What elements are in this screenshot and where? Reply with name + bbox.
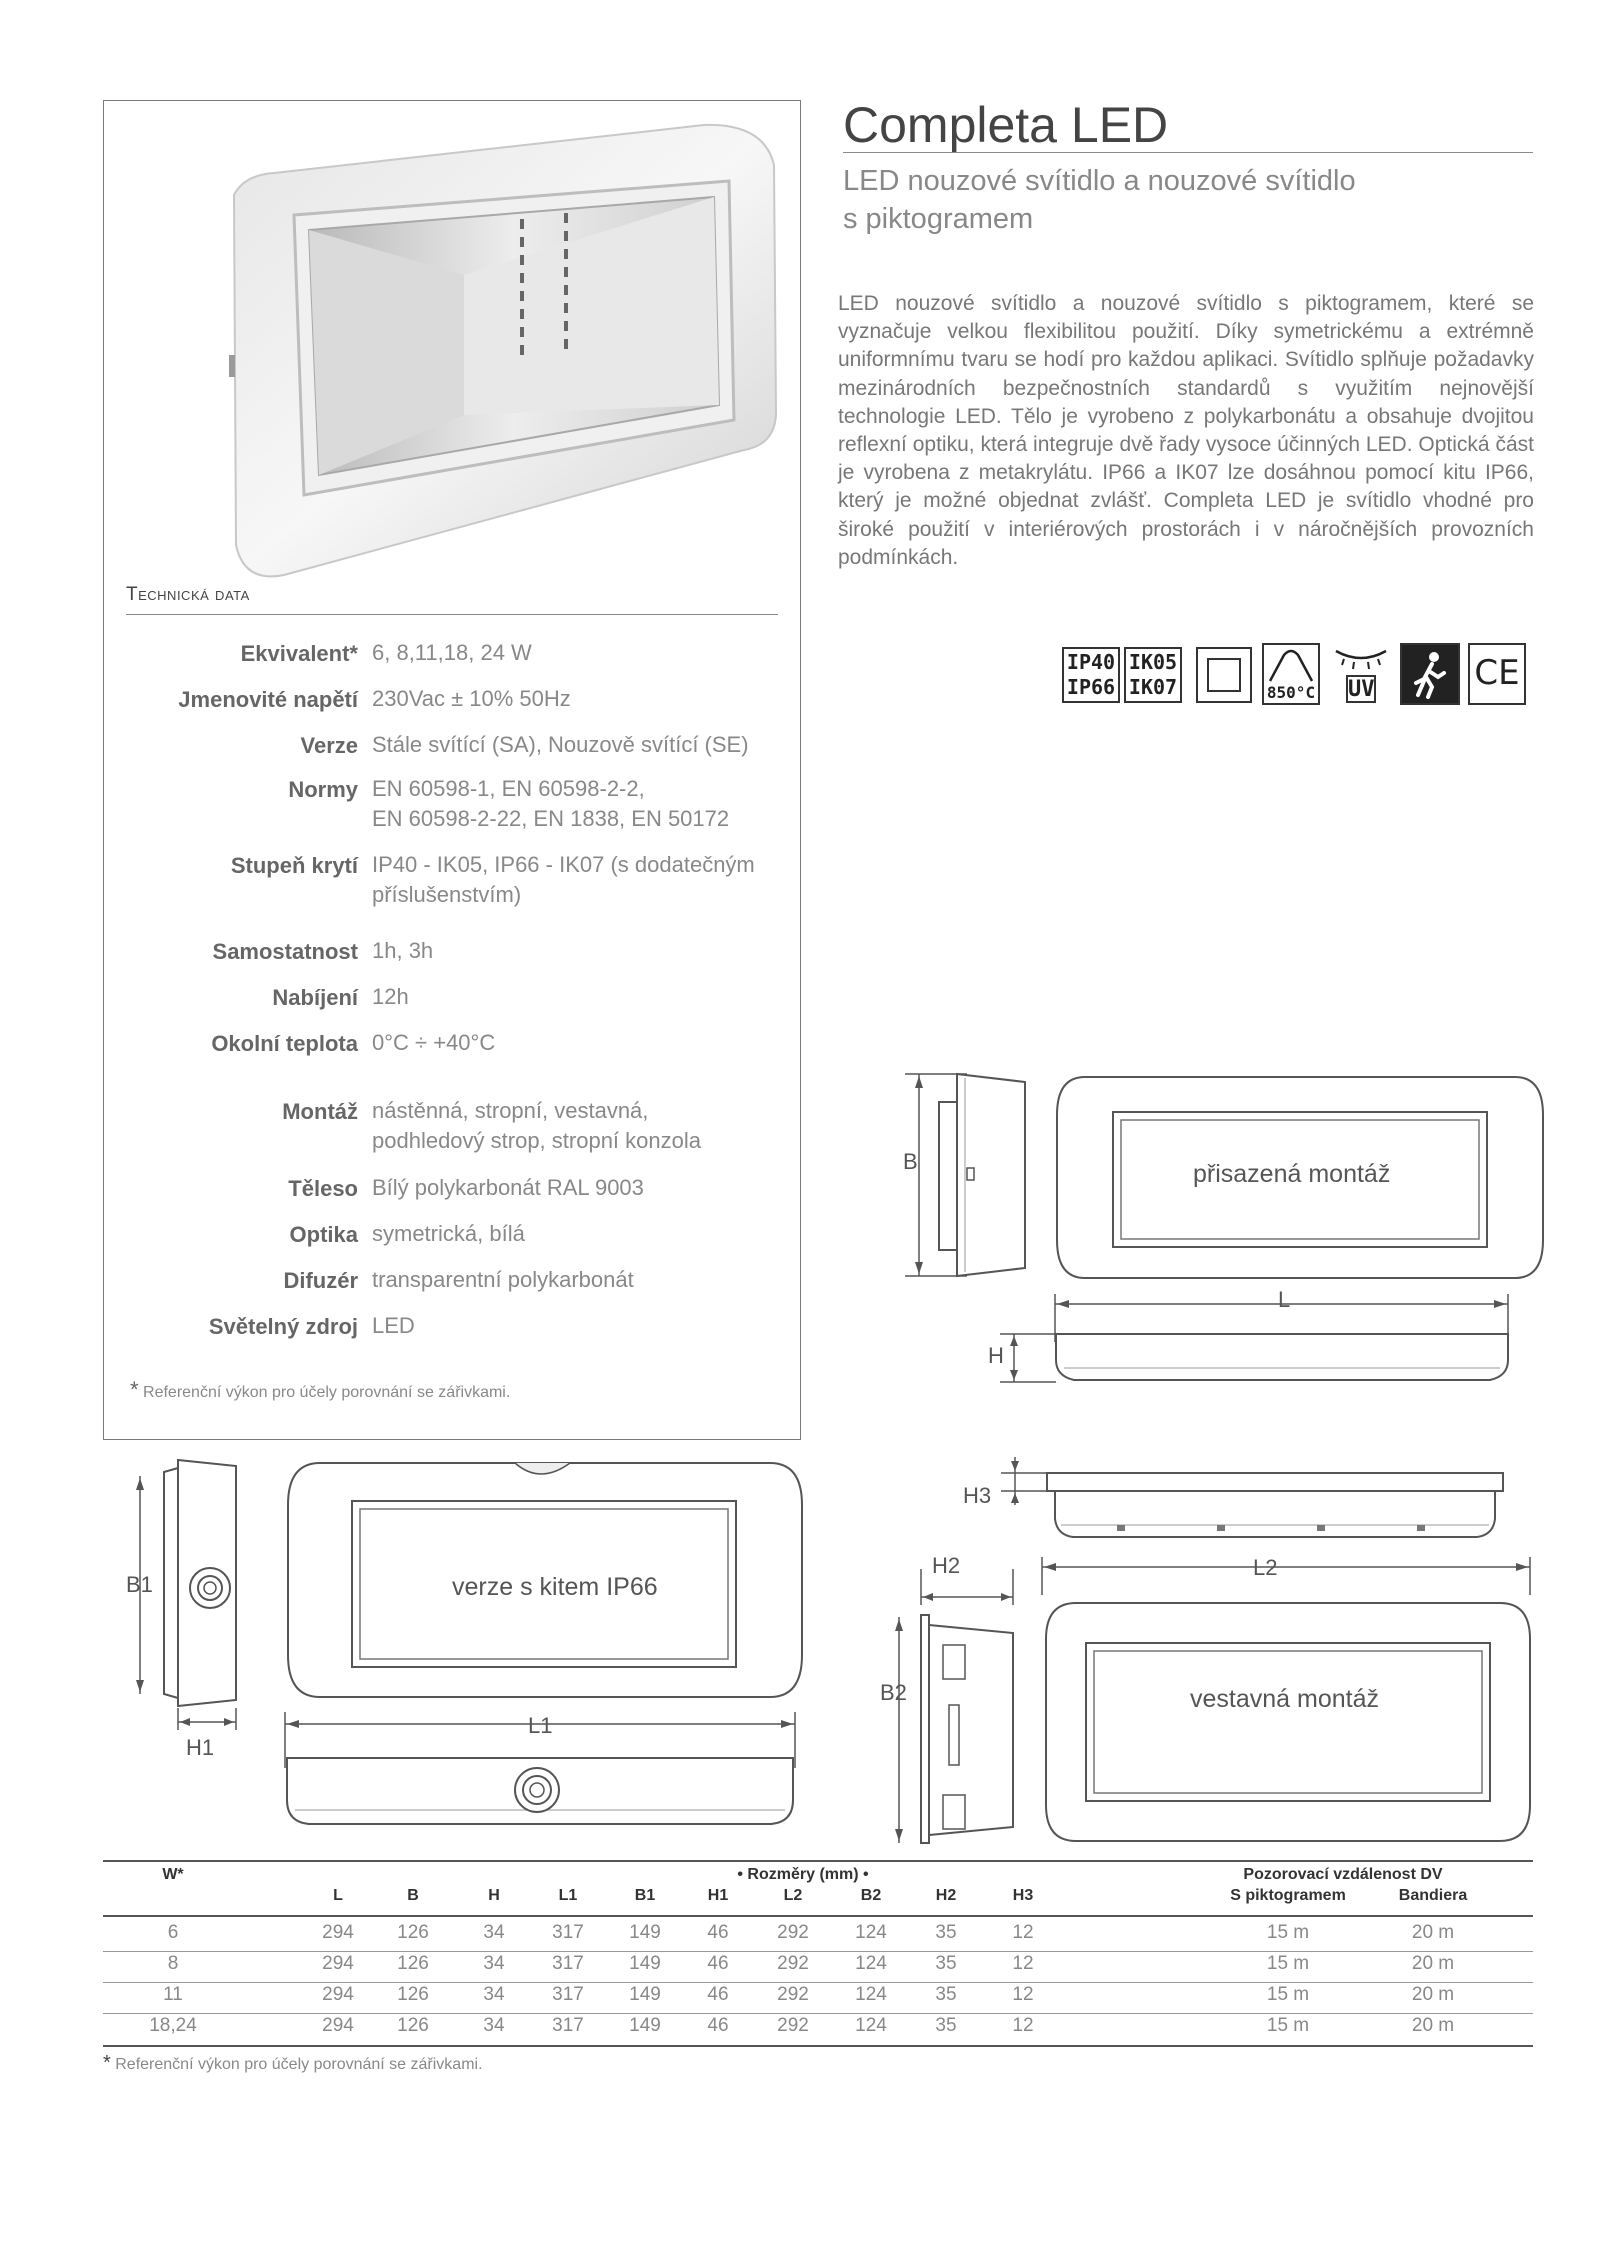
- table-cell: 34: [483, 1953, 505, 1974]
- spec-value: 1h, 3h: [372, 938, 434, 963]
- ip-rating-icon: [1062, 647, 1120, 703]
- ce-mark-icon: [1468, 643, 1526, 705]
- table-cell: 35: [935, 1984, 957, 2005]
- table-cell: 35: [935, 2015, 957, 2036]
- table-cell: 34: [483, 2015, 505, 2036]
- subtitle-line: s piktogramem: [843, 203, 1034, 235]
- ik-rating-top: IK05: [1128, 650, 1178, 674]
- spec-key: Samostatnost: [212, 939, 358, 964]
- table-cell: 124: [855, 1984, 887, 2005]
- recessed-top-view: [975, 1455, 1525, 1545]
- dim-label-h: H: [988, 1343, 1004, 1368]
- spec-key: Ekvivalent*: [240, 641, 358, 666]
- table-top-rule: [103, 1860, 1533, 1862]
- table-cell: 11: [163, 1984, 183, 2005]
- table-cell: 317: [552, 1984, 584, 2005]
- table-footnote: [103, 2052, 483, 2075]
- spec-value: Stále svítící (SA), Nouzově svítící (SE): [372, 732, 749, 757]
- table-cell: 15 m: [1266, 1984, 1310, 2005]
- dim-label-h2: H2: [932, 1553, 961, 1578]
- spec-key: Okolní teplota: [211, 1031, 358, 1056]
- table-cell: 46: [707, 1922, 729, 1943]
- footnote-mark: *: [130, 1377, 139, 1402]
- table-cell: 6: [167, 1922, 179, 1943]
- table-cell: 46: [707, 2015, 729, 2036]
- dim-label-l1: L1: [528, 1713, 553, 1738]
- ip66-version-label: verze s kitem IP66: [452, 1573, 658, 1601]
- table-cell: 34: [483, 1984, 505, 2005]
- column-header: B: [407, 1887, 419, 1904]
- product-photo: [164, 115, 804, 595]
- table-cell: 20 m: [1411, 1984, 1455, 2005]
- spec-value: 0°C ÷ +40°C: [372, 1030, 496, 1055]
- spec-value-cont: podhledový strop, stropní konzola: [372, 1128, 701, 1153]
- dim-label-l: L: [1278, 1287, 1291, 1312]
- surface-mount-top-view: [990, 1290, 1550, 1386]
- page-title: Completa LED: [843, 97, 1169, 153]
- table-cell: 124: [855, 1953, 887, 1974]
- ip-rating-bottom: IP66: [1066, 675, 1116, 699]
- footnote-text: Referenční výkon pro účely porovnání se zářivkami.: [115, 2056, 483, 2073]
- spec-value: EN 60598-1, EN 60598-2-2,: [372, 776, 645, 801]
- column-header: Bandiera: [1398, 1887, 1468, 1904]
- spec-value: 6, 8,11,18, 24 W: [372, 640, 532, 665]
- tech-footnote: [130, 1377, 510, 1403]
- table-cell: 20 m: [1411, 1953, 1455, 1974]
- row-divider: [103, 1982, 1533, 1983]
- spec-value: nástěnná, stropní, vestavná,: [372, 1098, 649, 1123]
- footnote-text: Referenční výkon pro účely porovnání se zářivkami.: [143, 1384, 511, 1401]
- spec-value-cont: EN 60598-2-22, EN 1838, EN 50172: [372, 806, 730, 831]
- uv-resistant-icon: [1330, 643, 1388, 705]
- table-cell: 317: [552, 2015, 584, 2036]
- glow-wire-icon: [1262, 643, 1320, 705]
- table-row: [103, 1922, 1533, 1952]
- table-bottom-rule: [103, 2045, 1533, 2047]
- certification-icons: [1062, 643, 1542, 709]
- spec-value: Bílý polykarbonát RAL 9003: [372, 1175, 644, 1200]
- uv-label: UV: [1348, 677, 1375, 702]
- table-cell: 294: [322, 2015, 354, 2036]
- dim-label-b: B: [903, 1149, 918, 1174]
- table-cell: 126: [397, 1984, 429, 2005]
- table-cell: 149: [629, 1953, 661, 1974]
- table-cell: 126: [397, 1922, 429, 1943]
- column-header: B2: [860, 1887, 882, 1904]
- page-subtitle: [843, 162, 1533, 238]
- product-description: LED nouzové svítidlo a nouzové svítidlo s piktogramem, které se vyznačuje velkou flexibilitou použití. Díky symetrickému a extrémně uniformnímu tvaru se hodí pro každou aplikaci. Svítidlo splňuje požadavky mezinárodních bezpečnostních standardů s využitím nejnovější technologie LED. Tělo je vyrobeno z polykarbonátu a obsahuje dvojitou reflexní optiku, která integruje dvě řady vysoce účinných LED. Optická část je vyrobena z metakrylátu. IP66 a IK07 lze dosáhnou pomocí kitu IP66, který je možné objednat zvlášť. Completa LED je svítidlo vhodné pro široké použití v interiérových prostorách i v náročnějších provozních podmínkách.: [838, 292, 1534, 569]
- table-cell: 15 m: [1266, 1953, 1310, 1974]
- spec-value: symetrická, bílá: [372, 1221, 525, 1246]
- title-divider: [843, 152, 1533, 153]
- spec-key: Nabíjení: [272, 985, 358, 1010]
- table-cell: 292: [777, 1922, 809, 1943]
- table-column-headers: [103, 1887, 1533, 1917]
- spec-key: Jmenovité napětí: [178, 687, 358, 712]
- table-cell: 12: [1012, 1953, 1034, 1974]
- column-header: H2: [935, 1887, 957, 1904]
- table-cell: 294: [322, 1984, 354, 2005]
- spec-value: transparentní polykarbonát: [372, 1267, 634, 1292]
- table-cell: 294: [322, 1953, 354, 1974]
- table-cell: 12: [1012, 2015, 1034, 2036]
- spec-value: LED: [372, 1313, 415, 1338]
- table-cell: 317: [552, 1953, 584, 1974]
- table-cell: 12: [1012, 1922, 1034, 1943]
- table-cell: 34: [483, 1922, 505, 1943]
- spec-key: Těleso: [288, 1176, 358, 1201]
- table-cell: 126: [397, 2015, 429, 2036]
- spec-key: Světelný zdroj: [208, 1314, 358, 1339]
- table-header-dimensions: • Rozměry (mm) •: [737, 1866, 869, 1883]
- spec-value: 230Vac ± 10% 50Hz: [372, 686, 571, 711]
- ce-label: CE: [1474, 653, 1520, 693]
- table-row: [103, 2015, 1533, 2045]
- table-cell: 294: [322, 1922, 354, 1943]
- subtitle-line: LED nouzové svítidlo a nouzové svítidlo: [843, 165, 1356, 197]
- column-header: L1: [558, 1887, 578, 1904]
- recessed-mount-label: vestavná montáž: [1190, 1685, 1379, 1713]
- table-cell: 8: [167, 1953, 179, 1974]
- technical-data-panel: [103, 100, 801, 1440]
- table-row: [103, 1953, 1533, 1983]
- table-cell: 124: [855, 1922, 887, 1943]
- table-cell: 292: [777, 1953, 809, 1974]
- dim-label-l2: L2: [1253, 1555, 1278, 1580]
- table-cell: 15 m: [1266, 1922, 1310, 1943]
- table-cell: 292: [777, 1984, 809, 2005]
- table-cell: 46: [707, 1984, 729, 2005]
- column-header: B1: [634, 1887, 656, 1904]
- glow-wire-label: 850°C: [1266, 683, 1316, 702]
- row-divider: [103, 1951, 1533, 1952]
- table-cell: 149: [629, 1984, 661, 2005]
- ik-rating-icon: [1124, 647, 1182, 703]
- spec-key: Montáž: [282, 1099, 358, 1124]
- table-cell: 317: [552, 1922, 584, 1943]
- table-cell: 126: [397, 1953, 429, 1974]
- column-header: L2: [783, 1887, 803, 1904]
- ip-rating-top: IP40: [1066, 650, 1116, 674]
- table-cell: 292: [777, 2015, 809, 2036]
- recessed-side-view: [885, 1565, 1035, 1845]
- table-cell: 124: [855, 2015, 887, 2036]
- table-cell: 149: [629, 2015, 661, 2036]
- spec-key: Difuzér: [283, 1268, 358, 1293]
- spec-key: Stupeň krytí: [230, 853, 358, 878]
- surface-mount-label: přisazená montáž: [1193, 1160, 1391, 1188]
- spec-value: 12h: [372, 984, 409, 1009]
- table-cell: 15 m: [1266, 2015, 1310, 2036]
- table-header-rule: [103, 1915, 1533, 1917]
- column-header: H: [488, 1887, 500, 1904]
- table-cell: 12: [1012, 1984, 1034, 2005]
- table-header-w: W*: [162, 1866, 184, 1883]
- table-cell: 35: [935, 1922, 957, 1943]
- class-two-icon: [1196, 647, 1252, 703]
- spec-key: Verze: [300, 733, 358, 758]
- dim-label-b2: B2: [880, 1680, 907, 1705]
- dim-label-b1: B1: [126, 1572, 153, 1597]
- footnote-mark: *: [103, 2052, 111, 2074]
- spec-key: Optika: [289, 1222, 358, 1247]
- row-divider: [103, 2013, 1533, 2014]
- column-header: H3: [1012, 1887, 1034, 1904]
- table-header-viewing-distance: Pozorovací vzdálenost DV: [1243, 1866, 1443, 1883]
- spec-key: Normy: [288, 777, 358, 802]
- table-cell: 20 m: [1411, 2015, 1455, 2036]
- emergency-exit-icon: [1400, 643, 1460, 705]
- ik-rating-bottom: IK07: [1128, 675, 1178, 699]
- table-cell: 149: [629, 1922, 661, 1943]
- technical-data-heading: Technická data: [126, 584, 778, 615]
- table-row: [103, 1984, 1533, 2014]
- dim-label-h1: H1: [186, 1735, 215, 1760]
- table-cell: 35: [935, 1953, 957, 1974]
- spec-value-cont: příslušenstvím): [372, 882, 522, 907]
- column-header: S piktogramem: [1230, 1887, 1346, 1904]
- table-cell: 46: [707, 1953, 729, 1974]
- column-header: H1: [707, 1887, 729, 1904]
- dim-label-h3: H3: [963, 1483, 992, 1508]
- spec-value: IP40 - IK05, IP66 - IK07 (s dodatečným: [372, 852, 755, 877]
- surface-mount-side-view: [895, 1072, 1055, 1282]
- table-cell: 20 m: [1411, 1922, 1455, 1943]
- column-header: L: [333, 1887, 343, 1904]
- table-cell: 18,24: [149, 2015, 197, 2036]
